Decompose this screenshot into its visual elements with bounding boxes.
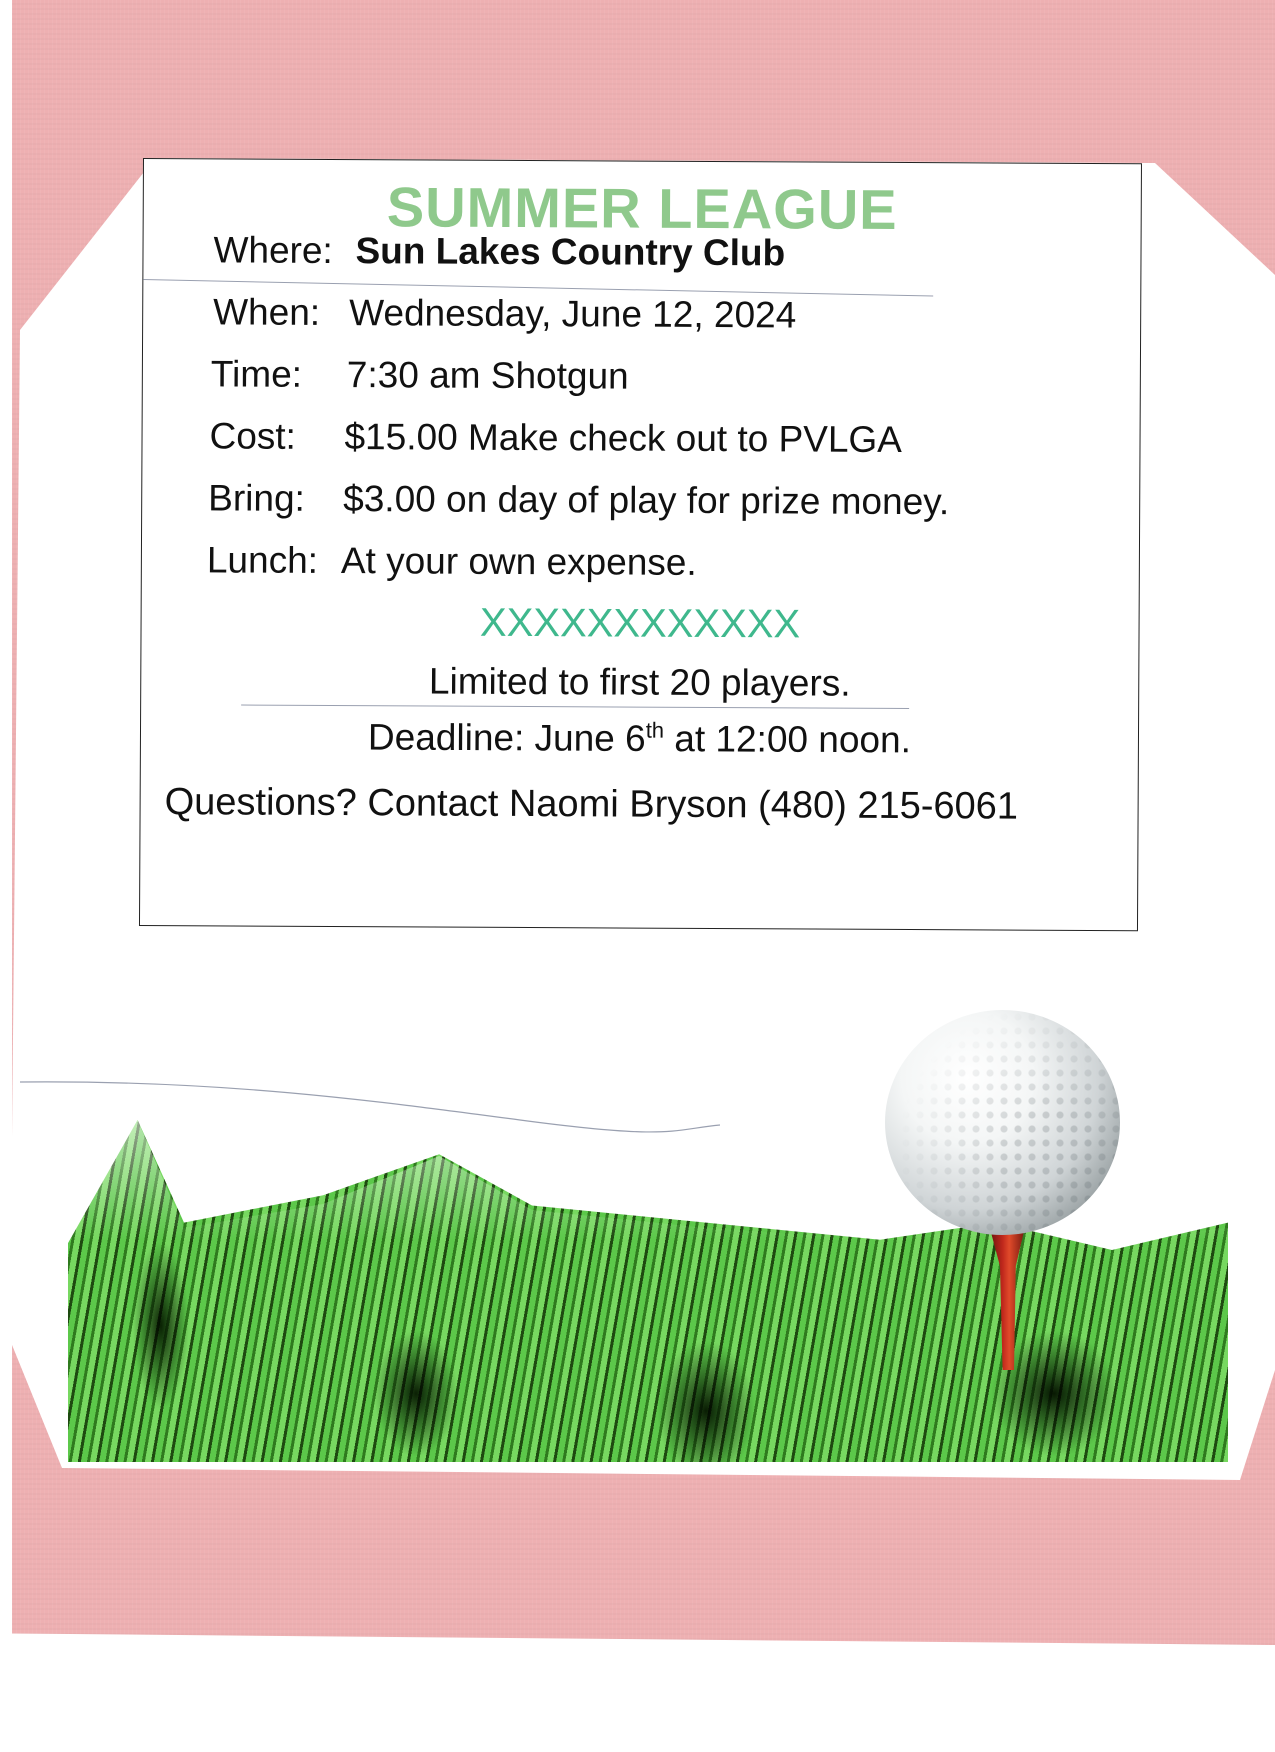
contact-text: Questions? Contact Naomi Bryson (480) 215-6061 [164, 781, 1019, 828]
cut-line [241, 705, 909, 709]
detail-value: At your own expense. [340, 540, 697, 583]
detail-label: Time: [210, 353, 303, 395]
detail-value: Wednesday, June 12, 2024 [349, 292, 797, 336]
event-info-box [139, 158, 1142, 931]
deadline-ordinal: th [645, 717, 665, 743]
deadline-prefix: Deadline: June 6 [367, 716, 646, 759]
detail-value: Sun Lakes Country Club [355, 230, 786, 274]
golf-ball-dimples [885, 1010, 1120, 1235]
detail-label: Bring: [208, 477, 305, 519]
detail-value: 7:30 am Shotgun [346, 354, 629, 397]
flyer-title: SUMMER LEAGUE [386, 175, 898, 241]
detail-label: Where: [213, 229, 333, 271]
detail-value: $3.00 on day of play for prize money. [343, 478, 950, 523]
player-limit-text: Limited to first 20 players. [428, 660, 851, 704]
deadline-text [141, 715, 1138, 763]
detail-label: Cost: [209, 415, 297, 457]
deadline-rest: at 12:00 noon. [663, 718, 912, 761]
decorative-separator: XXXXXXXXXXXX [479, 600, 801, 647]
detail-label: When: [213, 291, 321, 333]
detail-value: $15.00 Make check out to PVLGA [344, 416, 903, 460]
detail-label: Lunch: [206, 539, 319, 581]
